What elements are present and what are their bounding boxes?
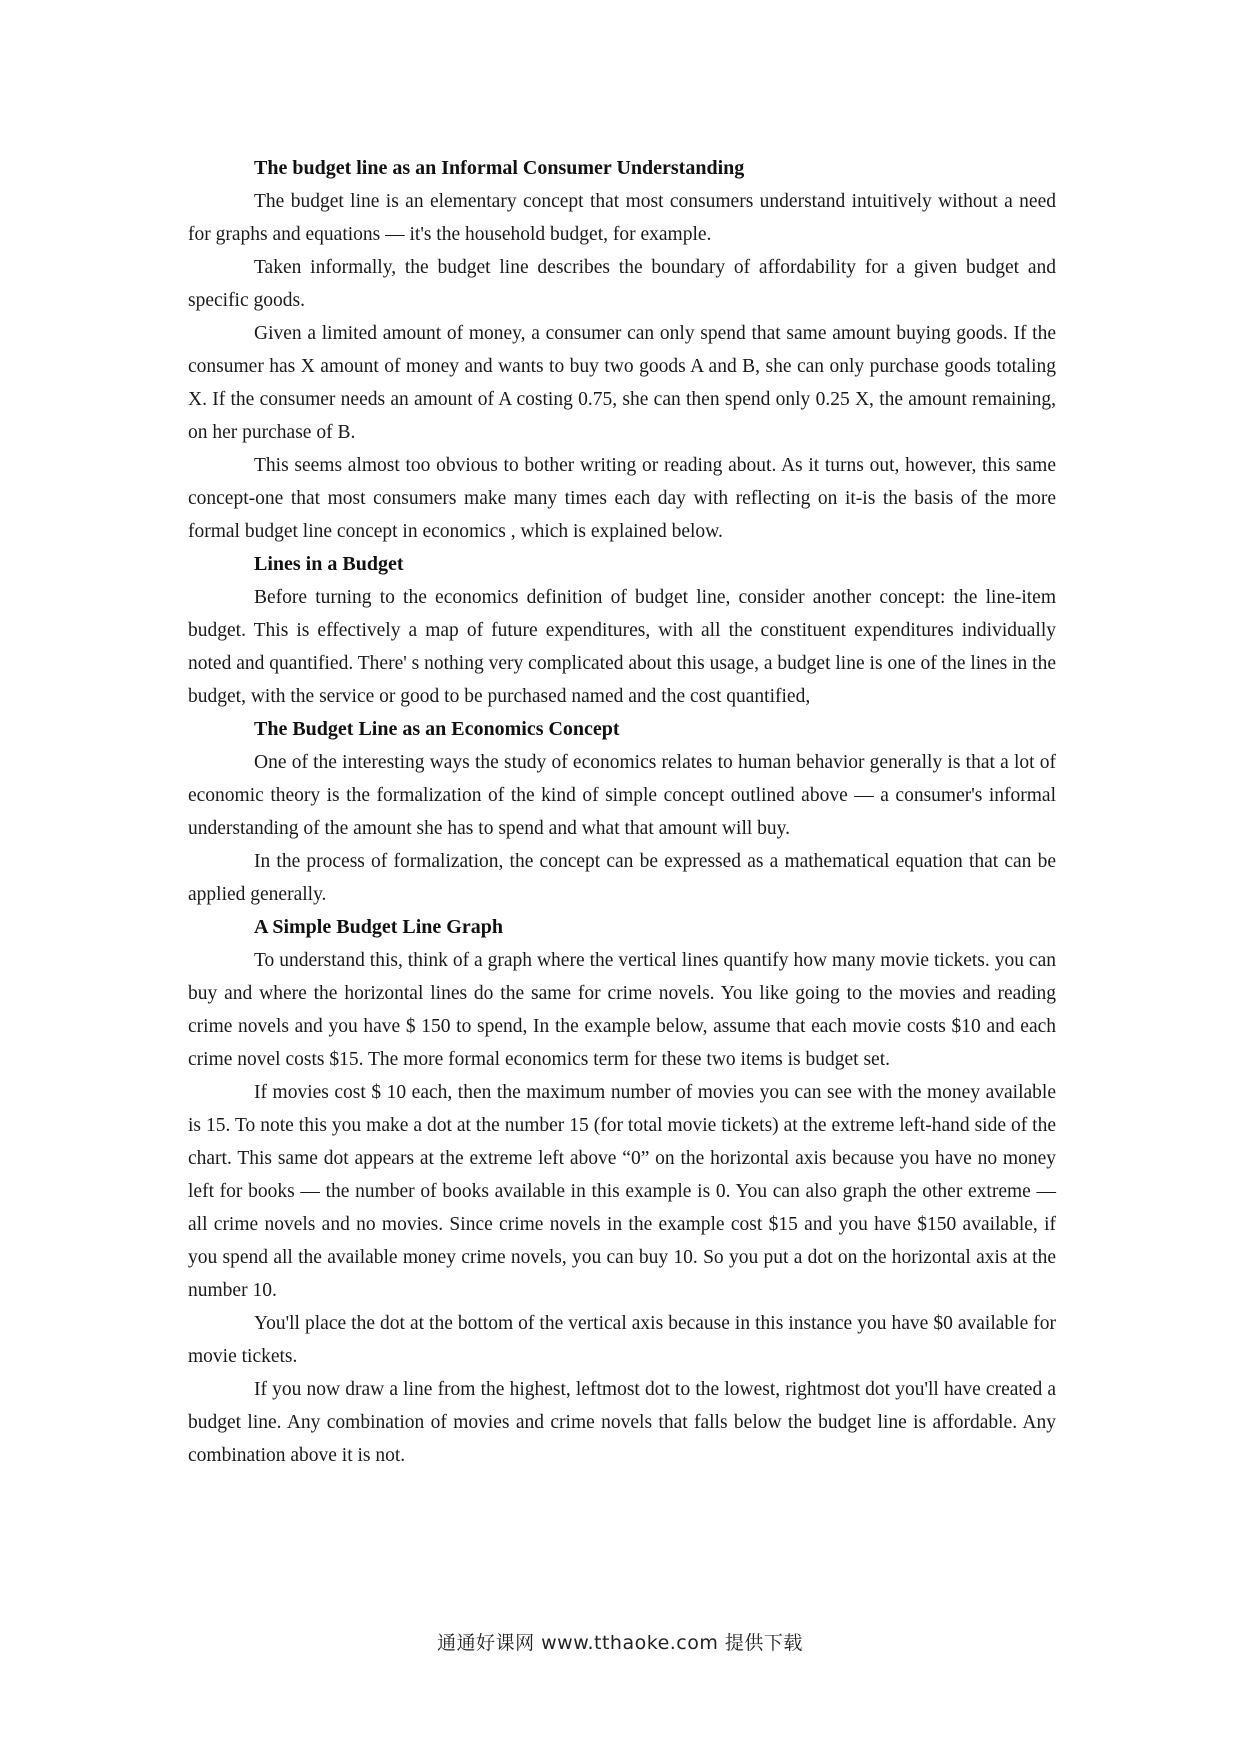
section-simple-graph	[188, 911, 1056, 1472]
section-informal-understanding	[188, 152, 1056, 548]
paragraph: One of the interesting ways the study of economics relates to human behavior generally is that a lot of economic theory is the formalization of the kind of simple concept outlined above — a consumer's informal understanding of the amount she has to spend and what that amount will buy.	[188, 752, 1056, 839]
paragraph: The budget line is an elementary concept that most consumers understand intuitively without a need for graphs and equations — it's the household budget, for example.	[188, 191, 1056, 245]
paragraph: This seems almost too obvious to bother writing or reading about. As it turns out, however, this same concept-one that most consumers make many times each day with reflecting on it-is the basis of the more formal budget line concept in economics , which is explained below.	[188, 455, 1056, 542]
paragraph: To understand this, think of a graph where the vertical lines quantify how many movie tickets. you can buy and where the horizontal lines do the same for crime novels. You like going to the movies and reading crime novels and you have $ 150 to spend, In the example below, assume that each movie costs $10 and each crime novel costs $15. The more formal economics term for these two items is budget set.	[188, 950, 1056, 1070]
section-heading: The budget line as an Informal Consumer Understanding	[254, 157, 745, 179]
paragraph: If you now draw a line from the highest, leftmost dot to the lowest, rightmost dot you'll have created a budget line. Any combination of movies and crime novels that falls below the budget line is affordable. Any combination above it is not.	[188, 1379, 1056, 1466]
section-heading: Lines in a Budget	[254, 553, 404, 575]
paragraph: Before turning to the economics definition of budget line, consider another concept: the line-item budget. This is effectively a map of future expenditures, with all the constituent expenditures individually noted and quantified. There' s nothing very complicated about this usage, a budget line is one of the lines in the budget, with the service or good to be purchased named and the cost quantified,	[188, 587, 1056, 707]
section-economics-concept	[188, 713, 1056, 911]
paragraph: Given a limited amount of money, a consumer can only spend that same amount buying goods. If the consumer has X amount of money and wants to buy two goods A and B, she can only purchase goods totaling X. If the consumer needs an amount of A costing 0.75, she can then spend only 0.25 X, the amount remaining, on her purchase of B.	[188, 323, 1056, 443]
page-footer: 通通好课网 www.tthaoke.com 提供下载	[437, 1632, 803, 1654]
paragraph: If movies cost $ 10 each, then the maximum number of movies you can see with the money available is 15. To note this you make a dot at the number 15 (for total movie tickets) at the extreme left-hand side of the chart. This same dot appears at the extreme left above “0” on the horizontal axis because you have no money left for books — the number of books available in this example is 0. You can also graph the other extreme — all crime novels and no movies. Since crime novels in the example cost $15 and you have $150 available, if you spend all the available money crime novels, you can buy 10. So you put a dot on the horizontal axis at the number 10.	[188, 1082, 1056, 1301]
paragraph: You'll place the dot at the bottom of the vertical axis because in this instance you have $0 available for movie tickets.	[188, 1313, 1056, 1367]
section-lines-in-budget	[188, 548, 1056, 713]
document-body	[188, 152, 1056, 1472]
section-heading: A Simple Budget Line Graph	[254, 916, 503, 938]
section-heading: The Budget Line as an Economics Concept	[254, 718, 620, 740]
paragraph: Taken informally, the budget line describes the boundary of affordability for a given budget and specific goods.	[188, 257, 1056, 311]
paragraph: In the process of formalization, the concept can be expressed as a mathematical equation that can be applied generally.	[188, 851, 1056, 905]
